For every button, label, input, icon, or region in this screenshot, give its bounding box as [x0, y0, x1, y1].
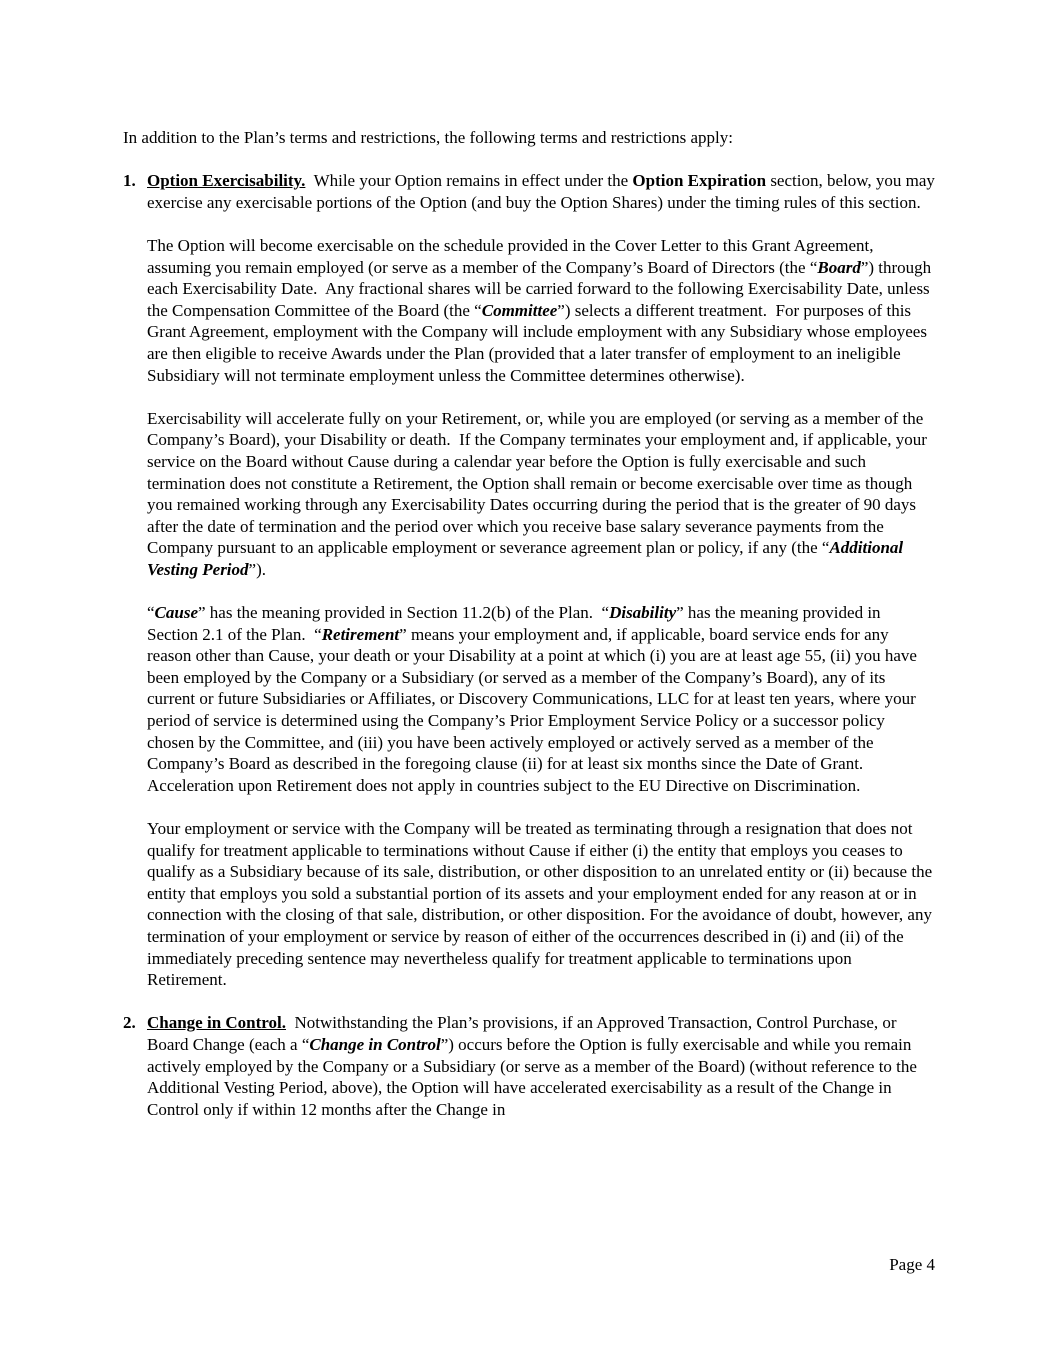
- section-1-paragraph-5: Your employment or service with the Company will be treated as terminating through a resignation that does not qualify for treatment applicable to terminations without Cause if either (i) the entity that employs you ceases to qualify as a Subsidiary because of its sale, distribution, or other disposition to an unrelated entity or (ii) because the entity that employs you sold a substantial portion of its assets and your employment ended for any reason at or in connection with the closing of that sale, distribution, or other disposition. For the avoidance of doubt, however, any termination of your employment or service by reason of either of the occurrences described in (i) and (ii) of the immediately preceding sentence may nevertheless qualify for treatment applicable to terminations upon Retirement.: [147, 819, 937, 990]
- section-2-number: 2.: [123, 1013, 136, 1033]
- section-1-heading: Option Exercisability.: [147, 171, 306, 191]
- section-2-lead-text: Notwithstanding the Plan’s provisions, if an Approved Transaction, Control Purchase, or Board Change (each a “Change in Control”) occurs before the Option is fully exercisable and while you remain actively employed by the Company or a Subsidiary (or serve as a member of the Board) (without reference to the Additional Vesting Period, above), the Option will have accelerated exercisability as a result of the Change in Control only if within 12 months after the Change in: [147, 1013, 921, 1119]
- section-1-paragraph-3: Exercisability will accelerate fully on your Retirement, or, while you are employed (or serving as a member of the Company’s Board), your Disability or death. If the Company terminates your employment and, if applicable, your service on the Board without Cause during a calendar year before the Option is fully exercisable and such termination does not constitute a Retirement, the Option shall remain or become exercisable over time as though you remained working through any Exercisability Dates occurring during the period that is the greater of 90 days after the date of termination and the period over which you receive base salary severance payments from the Company pursuant to an applicable employment or severance agreement plan or policy, if any (the “Additional Vesting Period”).: [147, 408, 932, 579]
- section-1-paragraph-4: “Cause” has the meaning provided in Section 11.2(b) of the Plan. “Disability” has the meaning provided in Section 2.1 of the Plan. “Retirement” means your employment and, if applicable, board service ends for any reason other than Cause, your death or your Disability at a point at which (i) you are at least age 55, (ii) you have been employed by the Company or a Subsidiary (or served as a member of the Company’s Board), any of its current or future Subsidiaries or Affiliates, or Discovery Communications, LLC for at least ten years, where your period of service is determined using the Company’s Prior Employment Service Policy or a successor policy chosen by the Committee, and (iii) you have been actively employed or actively served as a member of the Company’s Board as described in the foregoing clause (ii) for at least six months since the Date of Grant. Acceleration upon Retirement does not apply in countries subject to the EU Directive on Discrimination.: [147, 603, 922, 795]
- section-change-in-control: [123, 1012, 935, 1142]
- section-1-lead-text: While your Option remains in effect under the Option Expiration section, below, you may exercise any exercisable portions of the Option (and buy the Option Shares) under the timing rules of this section.: [147, 171, 940, 212]
- section-option-exercisability: [123, 170, 940, 1012]
- intro-paragraph: In addition to the Plan’s terms and restrictions, the following terms and restrictions apply:: [123, 128, 733, 147]
- document-body: [123, 127, 940, 1142]
- section-2-body: [147, 1012, 935, 1142]
- section-1-number: 1.: [123, 171, 136, 191]
- section-1-lead-paragraph: [147, 170, 940, 213]
- section-1-paragraph-2: The Option will become exercisable on the schedule provided in the Cover Letter to this Grant Agreement, assuming you remain employed (or serve as a member of the Company’s Board of Directors (the “Board”) through each Exercisability Date. Any fractional shares will be carried forward to the following Exercisability Date, unless the Compensation Committee of the Board (the “Committee”) selects a different treatment. For purposes of this Grant Agreement, employment with the Company will include employment with any Subsidiary whose employees are then eligible to receive Awards under the Plan (provided that a later transfer of employment to an ineligible Subsidiary will not terminate employment unless the Committee determines otherwise).: [147, 235, 936, 385]
- page-number: Page 4: [889, 1255, 935, 1274]
- section-1-body: [147, 170, 940, 1012]
- section-2-heading: Change in Control.: [147, 1013, 287, 1033]
- section-2-lead-paragraph: [147, 1012, 935, 1120]
